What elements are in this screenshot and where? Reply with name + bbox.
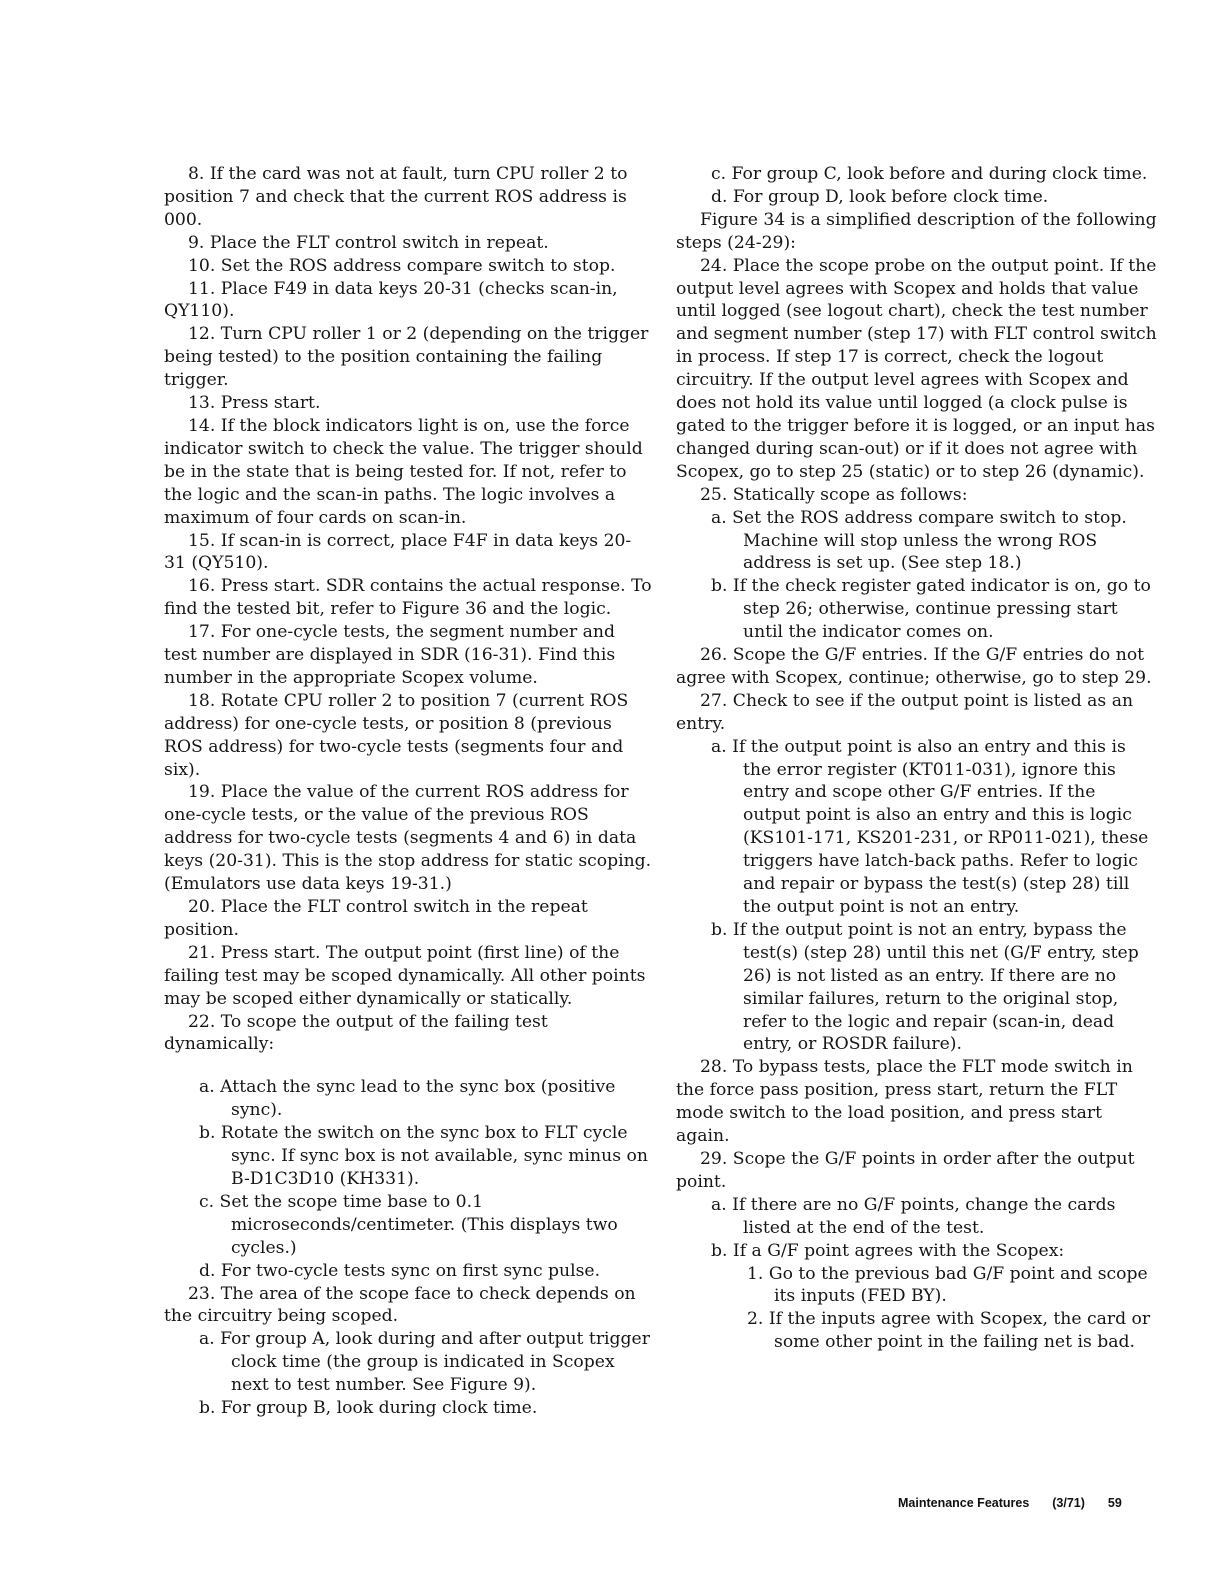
list-item-23c: c. For group C, look before and during clock time. <box>711 164 1148 184</box>
paragraph-step-18: 18. Rotate CPU roller 2 to position 7 (current ROS address) for one-cycle tests, or position 8 (previous ROS address) for two-cycle tests (segments four and six). <box>164 690 629 780</box>
paragraph-step-14: 14. If the block indicators light is on, use the force indicator switch to check the value. The trigger should be in the state that is being tested for. If not, refer to the logic and the scan-in paths. The logic involves a maximum of four cards on scan-in. <box>164 415 643 528</box>
spacer <box>164 1056 652 1076</box>
paragraph-step-24: 24. Place the scope probe on the output point. If the output level agrees with Scopex and holds that value until logged (see logout chart), check the test number and segment number (step 17) with FLT control switch in process. If step 17 is correct, check the logout circuitry. If the output level agrees with Scopex and does not hold its value until logged (a clock pulse is gated to the trigger before it is logged, or an input has changed during scan-out) or if it does not agree with Scopex, go to step 25 (static) or to step 26 (dynamic). <box>676 255 1157 482</box>
paragraph-step-9: 9. Place the FLT control switch in repeat. <box>188 232 549 253</box>
paragraph-step-29: 29. Scope the G/F points in order after the output point. <box>676 1148 1135 1192</box>
list-item-23d: d. For group D, look before clock time. <box>711 186 1049 207</box>
paragraph-step-10: 10. Set the ROS address compare switch to stop. <box>188 255 616 276</box>
list-item-25a: a. Set the ROS address compare switch to stop. Machine will stop unless the wrong ROS address is set up. (See step 18.) <box>711 507 1127 574</box>
paragraph-step-25: 25. Statically scope as follows: <box>700 484 968 505</box>
left-column <box>164 163 652 1420</box>
paragraph-step-26: 26. Scope the G/F entries. If the G/F entries do not agree with Scopex, continue; otherwise, go to step 29. <box>676 645 1152 688</box>
list-item-25b: b. If the check register gated indicator is on, go to step 26; otherwise, continue pressing start until the indicator comes on. <box>711 576 1151 643</box>
page-number: 59 <box>1107 1496 1122 1510</box>
page-footer <box>898 1496 1122 1510</box>
list-item-29b-2: 2. If the inputs agree with Scopex, the card or some other point in the failing net is bad. <box>747 1309 1151 1353</box>
right-column <box>676 163 1158 1354</box>
footer-section-title: Maintenance Features <box>898 1496 1030 1510</box>
footer-date: (3/71) <box>1052 1496 1085 1510</box>
list-item-29b-1: 1. Go to the previous bad G/F point and scope its inputs (FED BY). <box>747 1263 1148 1307</box>
list-item-22a: a. Attach the sync lead to the sync box (positive sync). <box>199 1077 616 1121</box>
paragraph-step-21: 21. Press start. The output point (first line) of the failing test may be scoped dynamically. All other points may be scoped either dynamically or statically. <box>164 942 646 1009</box>
list-item-29a: a. If there are no G/F points, change the cards listed at the end of the test. <box>711 1194 1116 1238</box>
paragraph-step-8: 8. If the card was not at fault, turn CPU roller 2 to position 7 and check that the current ROS address is 000. <box>164 164 628 230</box>
paragraph-step-15: 15. If scan-in is correct, place F4F in data keys 20-31 (QY510). <box>164 530 632 574</box>
list-item-23a: a. For group A, look during and after output trigger clock time (the group is indicated in Scopex next to test number. See Figure 9). <box>199 1329 650 1396</box>
list-item-22d: d. For two-cycle tests sync on first sync pulse. <box>199 1260 601 1281</box>
paragraph-step-17: 17. For one-cycle tests, the segment number and test number are displayed in SDR (16-31). Find this number in the appropriate Scopex volume. <box>164 622 616 688</box>
paragraph-step-23: 23. The area of the scope face to check depends on the circuitry being scoped. <box>164 1283 636 1327</box>
list-item-23b: b. For group B, look during clock time. <box>199 1398 538 1419</box>
paragraph-step-11: 11. Place F49 in data keys 20-31 (checks scan-in, QY110). <box>164 278 618 322</box>
list-item-27a: a. If the output point is also an entry and this is the error register (KT011-031), ignore this entry and scope other G/F entries. If the output point is also an entry and this is logic (KS101-171, KS201-231, or RP011-021), these triggers have latch-back paths. Refer to logic and repair or bypass the test(s) (step 28) till the output point is not an entry. <box>711 736 1149 917</box>
list-item-22c: c. Set the scope time base to 0.1 microseconds/centimeter. (This displays two cycles.) <box>199 1191 618 1258</box>
list-item-27b: b. If the output point is not an entry, bypass the test(s) (step 28) until this net (G/F entry, step 26) is not listed as an entry. If there are no similar failures, return to the original stop, refer to the logic and repair (scan-in, dead entry, or ROSDR failure). <box>711 919 1139 1055</box>
paragraph-step-19: 19. Place the value of the current ROS address for one-cycle tests, or the value of the previous ROS address for two-cycle tests (segments 4 and 6) in data keys (20-31). This is the stop address for static scoping. (Emulators use data keys 19-31.) <box>164 782 652 895</box>
paragraph-step-13: 13. Press start. <box>188 393 321 414</box>
paragraph-figure-34-note: Figure 34 is a simplified description of the following steps (24-29): <box>676 209 1157 253</box>
paragraph-step-27: 27. Check to see if the output point is listed as an entry. <box>676 690 1134 734</box>
paragraph-step-22: 22. To scope the output of the failing test dynamically: <box>164 1011 548 1055</box>
paragraph-step-12: 12. Turn CPU roller 1 or 2 (depending on the trigger being tested) to the position containing the failing trigger. <box>164 324 649 391</box>
paragraph-step-20: 20. Place the FLT control switch in the repeat position. <box>164 897 588 940</box>
paragraph-step-28: 28. To bypass tests, place the FLT mode switch in the force pass position, press start, return the FLT mode switch to the load position, and press start again. <box>676 1057 1133 1147</box>
list-item-22b: b. Rotate the switch on the sync box to FLT cycle sync. If sync box is not available, sync minus on B-D1C3D10 (KH331). <box>199 1123 648 1189</box>
paragraph-step-16: 16. Press start. SDR contains the actual response. To find the tested bit, refer to Figure 36 and the logic. <box>164 576 652 620</box>
list-item-29b: b. If a G/F point agrees with the Scopex: <box>711 1240 1065 1261</box>
